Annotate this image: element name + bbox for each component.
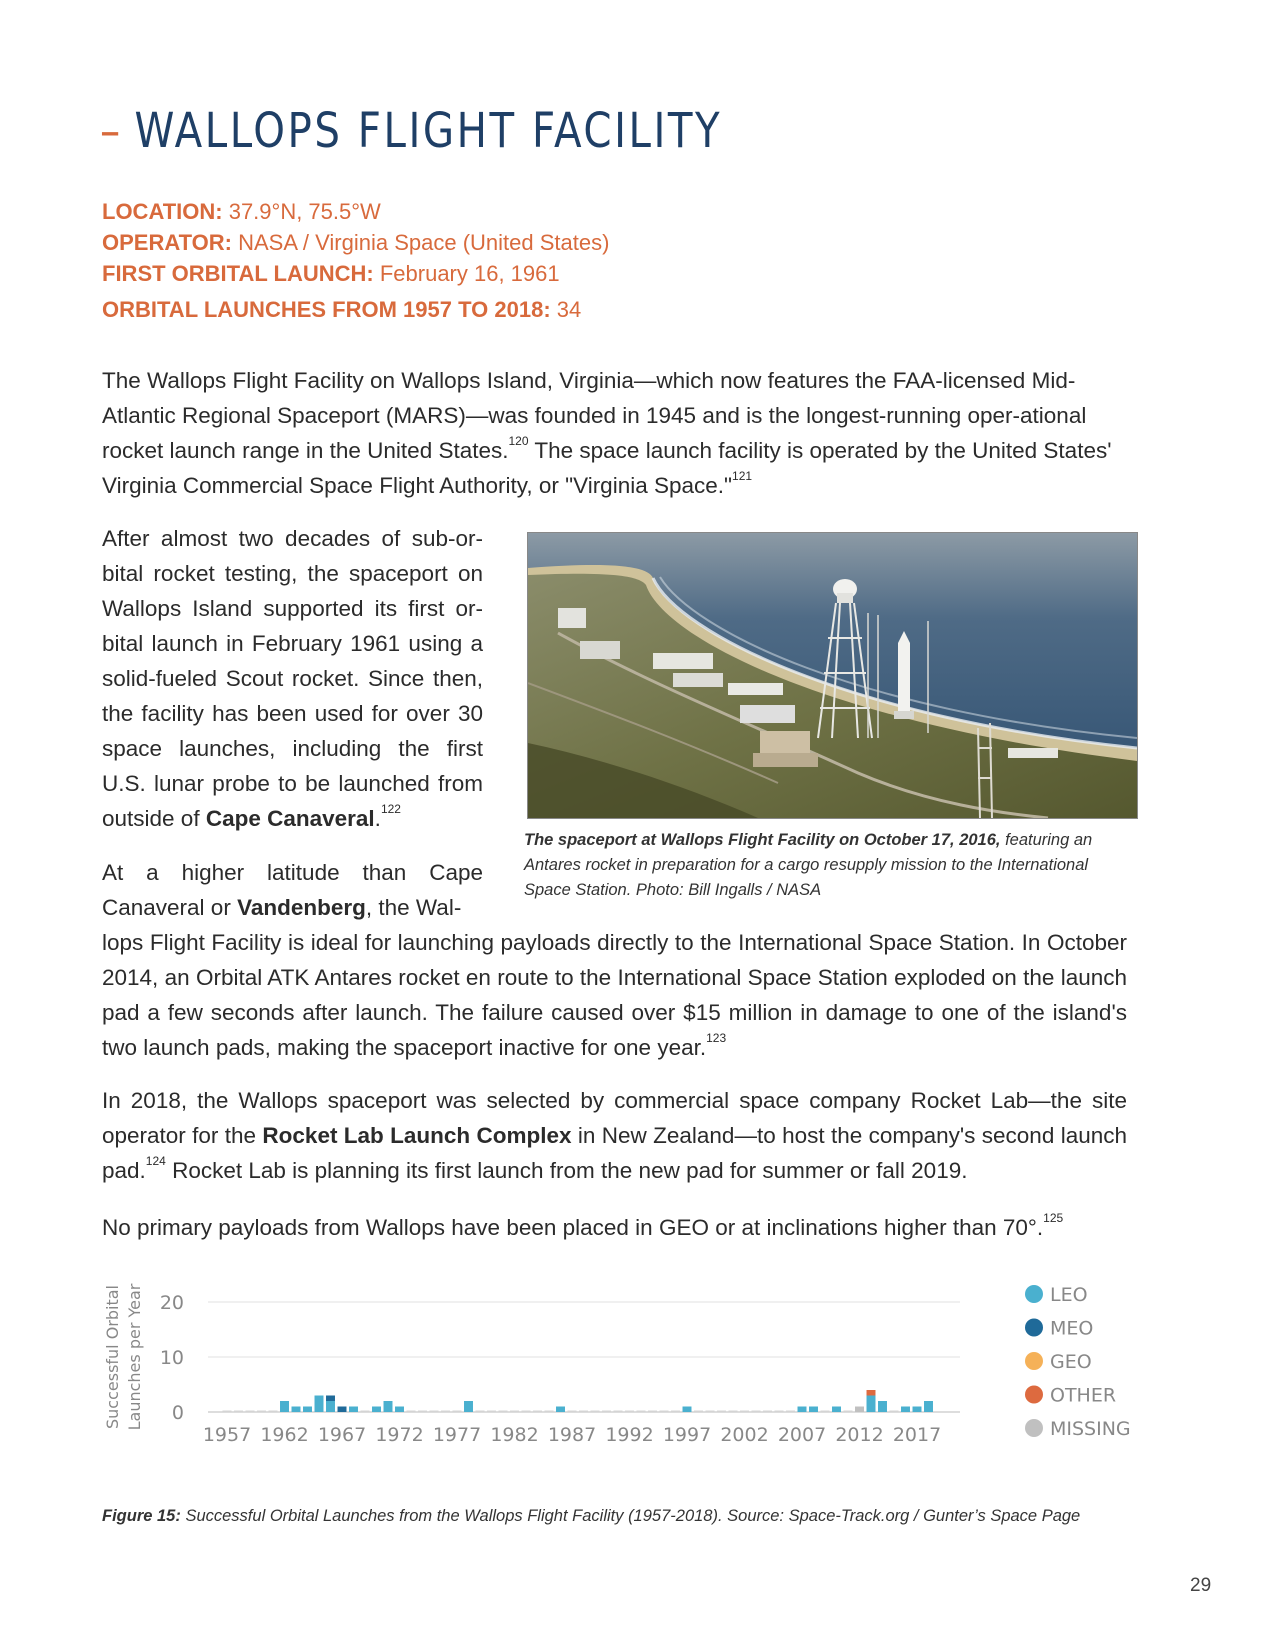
spaceport-photo [527, 532, 1138, 819]
bar-empty-1973 [407, 1411, 416, 1413]
bar-empty-1983 [522, 1411, 531, 1413]
bar-empty-1981 [499, 1411, 508, 1413]
facility-info [102, 196, 609, 325]
photo-caption-text: featuring an Antares rocket in preparation for a cargo resupply mission to the International Space Station. Photo: Bill Ingalls / NASA [524, 831, 1093, 899]
bar-leo-2007 [798, 1407, 807, 1413]
legend-marker-geo [1025, 1352, 1043, 1370]
operator-label: OPERATOR: [102, 230, 232, 255]
legend-marker-other [1025, 1386, 1043, 1404]
page-number: 29 [1190, 1575, 1212, 1596]
bar-empty-1985 [545, 1411, 554, 1413]
x-tick-label: 2012 [835, 1424, 884, 1446]
bar-leo-1962 [280, 1401, 289, 1412]
launch-count-label: ORBITAL LAUNCHES FROM 1957 TO 2018: [102, 297, 551, 322]
legend-marker-missing [1025, 1419, 1043, 1437]
bar-leo-2016 [901, 1407, 910, 1413]
latitude-text: lops Flight Facility is ideal for launching payloads directly to the International Space Station. In October 2014, an Orbital ATK Antares rocket en route to the International Space Station exploded on the launch pad a few seconds after launch. The failure caused over $15 million in damage to one of the island's two launch pads, making the spaceport inactive for one year. [102, 930, 1127, 1060]
bar-leo-1997 [683, 1407, 692, 1413]
bar-empty-2000 [717, 1411, 726, 1413]
launch-count-value: 34 [556, 297, 582, 322]
footnote-ref: 125 [1043, 1211, 1064, 1225]
latitude-text: At a higher latitude than Cape Canaveral or [102, 860, 483, 920]
bar-empty-2003 [752, 1411, 761, 1413]
vandenberg-ref: Vandenberg [237, 895, 366, 920]
first-launch-label: FIRST ORBITAL LAUNCH: [102, 261, 374, 286]
page-title [100, 103, 722, 159]
bar-leo-1986 [556, 1407, 565, 1413]
legend-label-other: OTHER [1050, 1384, 1117, 1407]
bar-empty-1980 [487, 1411, 496, 1413]
bar-empty-2005 [775, 1411, 784, 1413]
figure-caption [102, 1507, 1080, 1526]
title-dash: – [100, 103, 123, 159]
x-tick-label: 1987 [547, 1424, 597, 1446]
legend-label-geo: GEO [1050, 1351, 1092, 1373]
y-tick-label: 20 [159, 1292, 184, 1314]
x-tick-label: 1992 [605, 1424, 654, 1446]
latitude-paragraph [102, 925, 1127, 1065]
rocket-lab-text: Rocket Lab is planning its first launch from the new pad for summer or fall 2019. [165, 1158, 968, 1183]
bar-meo-1966 [326, 1396, 335, 1402]
x-tick-label: 2017 [892, 1424, 942, 1446]
bar-empty-1958 [234, 1411, 243, 1413]
photo-caption-lead: The spaceport at Wallops Flight Facility on October 17, 2016, [524, 831, 1001, 849]
bar-leo-1964 [303, 1407, 312, 1413]
bar-empty-1991 [614, 1411, 623, 1413]
bar-empty-1990 [602, 1411, 611, 1413]
launch-chart [100, 1280, 1160, 1480]
x-tick-label: 1982 [490, 1424, 539, 1446]
title-text: WALLOPS FLIGHT FACILITY [134, 103, 723, 159]
bar-leo-2018 [924, 1401, 933, 1412]
location-line [102, 196, 609, 227]
legend-marker-leo [1025, 1285, 1043, 1303]
bar-leo-2008 [809, 1407, 818, 1413]
bar-empty-1998 [694, 1411, 703, 1413]
legend-marker-meo [1025, 1319, 1043, 1337]
bar-leo-2010 [832, 1407, 841, 1413]
photo-caption [524, 828, 1136, 903]
bar-empty-1961 [269, 1411, 278, 1413]
footnote-ref: 122 [380, 802, 401, 816]
bar-leo-2014 [878, 1401, 887, 1412]
bar-empty-1996 [671, 1411, 680, 1413]
operator-line [102, 227, 609, 258]
bar-empty-1988 [579, 1411, 588, 1413]
x-tick-label: 1997 [662, 1424, 712, 1446]
bar-empty-2006 [786, 1411, 795, 1413]
bar-empty-1992 [625, 1411, 634, 1413]
bar-empty-1959 [246, 1411, 255, 1413]
footnote-ref: 120 [508, 434, 529, 448]
legend-label-meo: MEO [1050, 1317, 1094, 1340]
location-label: LOCATION: [102, 199, 223, 224]
bar-empty-1977 [453, 1411, 462, 1413]
first-launch-line [102, 258, 609, 289]
x-tick-label: 1977 [432, 1424, 482, 1446]
intro-text: The Wallops Flight Facility on Wallops Island, Virginia—which now features the FAA-licensed Mid-Atlantic Regional Spaceport (MARS)—was founded in 1945 and is the longest-running oper-ational rocket launch range in the United States. [102, 368, 1087, 463]
bar-empty-1993 [637, 1411, 646, 1413]
bar-empty-2015 [890, 1411, 899, 1413]
bar-empty-1994 [648, 1411, 657, 1413]
y-tick-label: 0 [171, 1402, 184, 1424]
bar-empty-1960 [257, 1411, 266, 1413]
bar-meo-1967 [338, 1407, 347, 1413]
history-paragraph [102, 521, 483, 836]
bar-leo-1965 [315, 1396, 324, 1413]
latitude-text: , the Wal- [365, 895, 462, 920]
bar-empty-1984 [533, 1411, 542, 1413]
x-tick-label: 1967 [317, 1424, 367, 1446]
bar-leo-1963 [292, 1407, 301, 1413]
y-tick-label: 10 [159, 1347, 184, 1369]
history-text: . [374, 806, 381, 831]
bar-empty-2011 [844, 1411, 853, 1413]
bar-leo-1978 [464, 1401, 473, 1412]
bar-empty-1995 [660, 1411, 669, 1413]
launch-count-line [102, 294, 609, 325]
bar-empty-1969 [361, 1411, 370, 1413]
bar-empty-2009 [821, 1411, 830, 1413]
intro-text: The space launch facility is operated by the United States' Virginia Commercial Space Flight Authority, or "Virginia Space." [102, 438, 1112, 498]
rocket-lab-text: in New Zealand—to host the company's second launch pad. [102, 1123, 1127, 1183]
first-launch-value: February 16, 1961 [379, 261, 560, 286]
bar-leo-2013 [867, 1396, 876, 1413]
x-tick-label: 1962 [260, 1424, 309, 1446]
bar-other-2013 [867, 1390, 876, 1396]
bar-empty-1987 [568, 1411, 577, 1413]
x-tick-label: 2002 [720, 1424, 769, 1446]
y-axis-label: Successful Orbital Launches per Year [103, 1283, 144, 1431]
operator-value: NASA / Virginia Space (United States) [238, 230, 610, 255]
legend-label-leo: LEO [1050, 1284, 1088, 1306]
bar-leo-1972 [395, 1407, 404, 1413]
figure-caption-text: Successful Orbital Launches from the Wallops Flight Facility (1957-2018). Source: Space-Track.org / Gunter’s Space Page [180, 1507, 1081, 1525]
rocket-lab-complex-ref: Rocket Lab Launch Complex [262, 1123, 572, 1148]
bar-leo-1971 [384, 1401, 393, 1412]
bar-leo-2017 [913, 1407, 922, 1413]
history-text: After almost two decades of sub-or-bital rocket testing, the spaceport on Wallops Island supported its first or-bital launch in February 1961 using a solid-fueled Scout rocket. Since then, the facility has been used for over 30 space launches, including the first U.S. lunar probe to be launched from outside of [102, 526, 483, 831]
cape-canaveral-ref: Cape Canaveral [205, 806, 375, 831]
bar-missing-2012 [855, 1407, 864, 1413]
rocket-lab-paragraph [102, 1083, 1127, 1188]
bar-leo-1968 [349, 1407, 358, 1413]
x-tick-label: 1972 [375, 1424, 424, 1446]
footnote-ref: 124 [145, 1154, 166, 1168]
bar-empty-2002 [740, 1411, 749, 1413]
bar-empty-2004 [763, 1411, 772, 1413]
bar-empty-1957 [223, 1411, 232, 1413]
footnote-ref: 123 [706, 1031, 727, 1045]
bar-leo-1966 [326, 1401, 335, 1412]
bar-empty-1975 [430, 1411, 439, 1413]
footnote-ref: 121 [732, 469, 753, 483]
geo-text: No primary payloads from Wallops have been placed in GEO or at inclinations higher than 70°. [102, 1215, 1044, 1240]
figure-caption-label: Figure 15: [102, 1507, 181, 1525]
bar-leo-1970 [372, 1407, 381, 1413]
x-tick-label: 1957 [202, 1424, 252, 1446]
bar-empty-1982 [510, 1411, 519, 1413]
bar-empty-1974 [418, 1411, 427, 1413]
bar-empty-1989 [591, 1411, 600, 1413]
bar-empty-2001 [729, 1411, 738, 1413]
geo-paragraph [102, 1210, 1132, 1245]
legend-label-missing: MISSING [1050, 1418, 1131, 1440]
bar-empty-1999 [706, 1411, 715, 1413]
bar-empty-1976 [441, 1411, 450, 1413]
x-tick-label: 2007 [777, 1424, 827, 1446]
launch-chart-svg [100, 1280, 1160, 1480]
rocket-lab-text: In 2018, the Wallops spaceport was selected by commercial space company Rocket Lab—the site operator for the [102, 1088, 1127, 1148]
location-value: 37.9°N, 75.5°W [228, 199, 381, 224]
intro-paragraph [102, 363, 1112, 503]
bar-empty-1979 [476, 1411, 485, 1413]
latitude-paragraph-start [102, 855, 483, 925]
